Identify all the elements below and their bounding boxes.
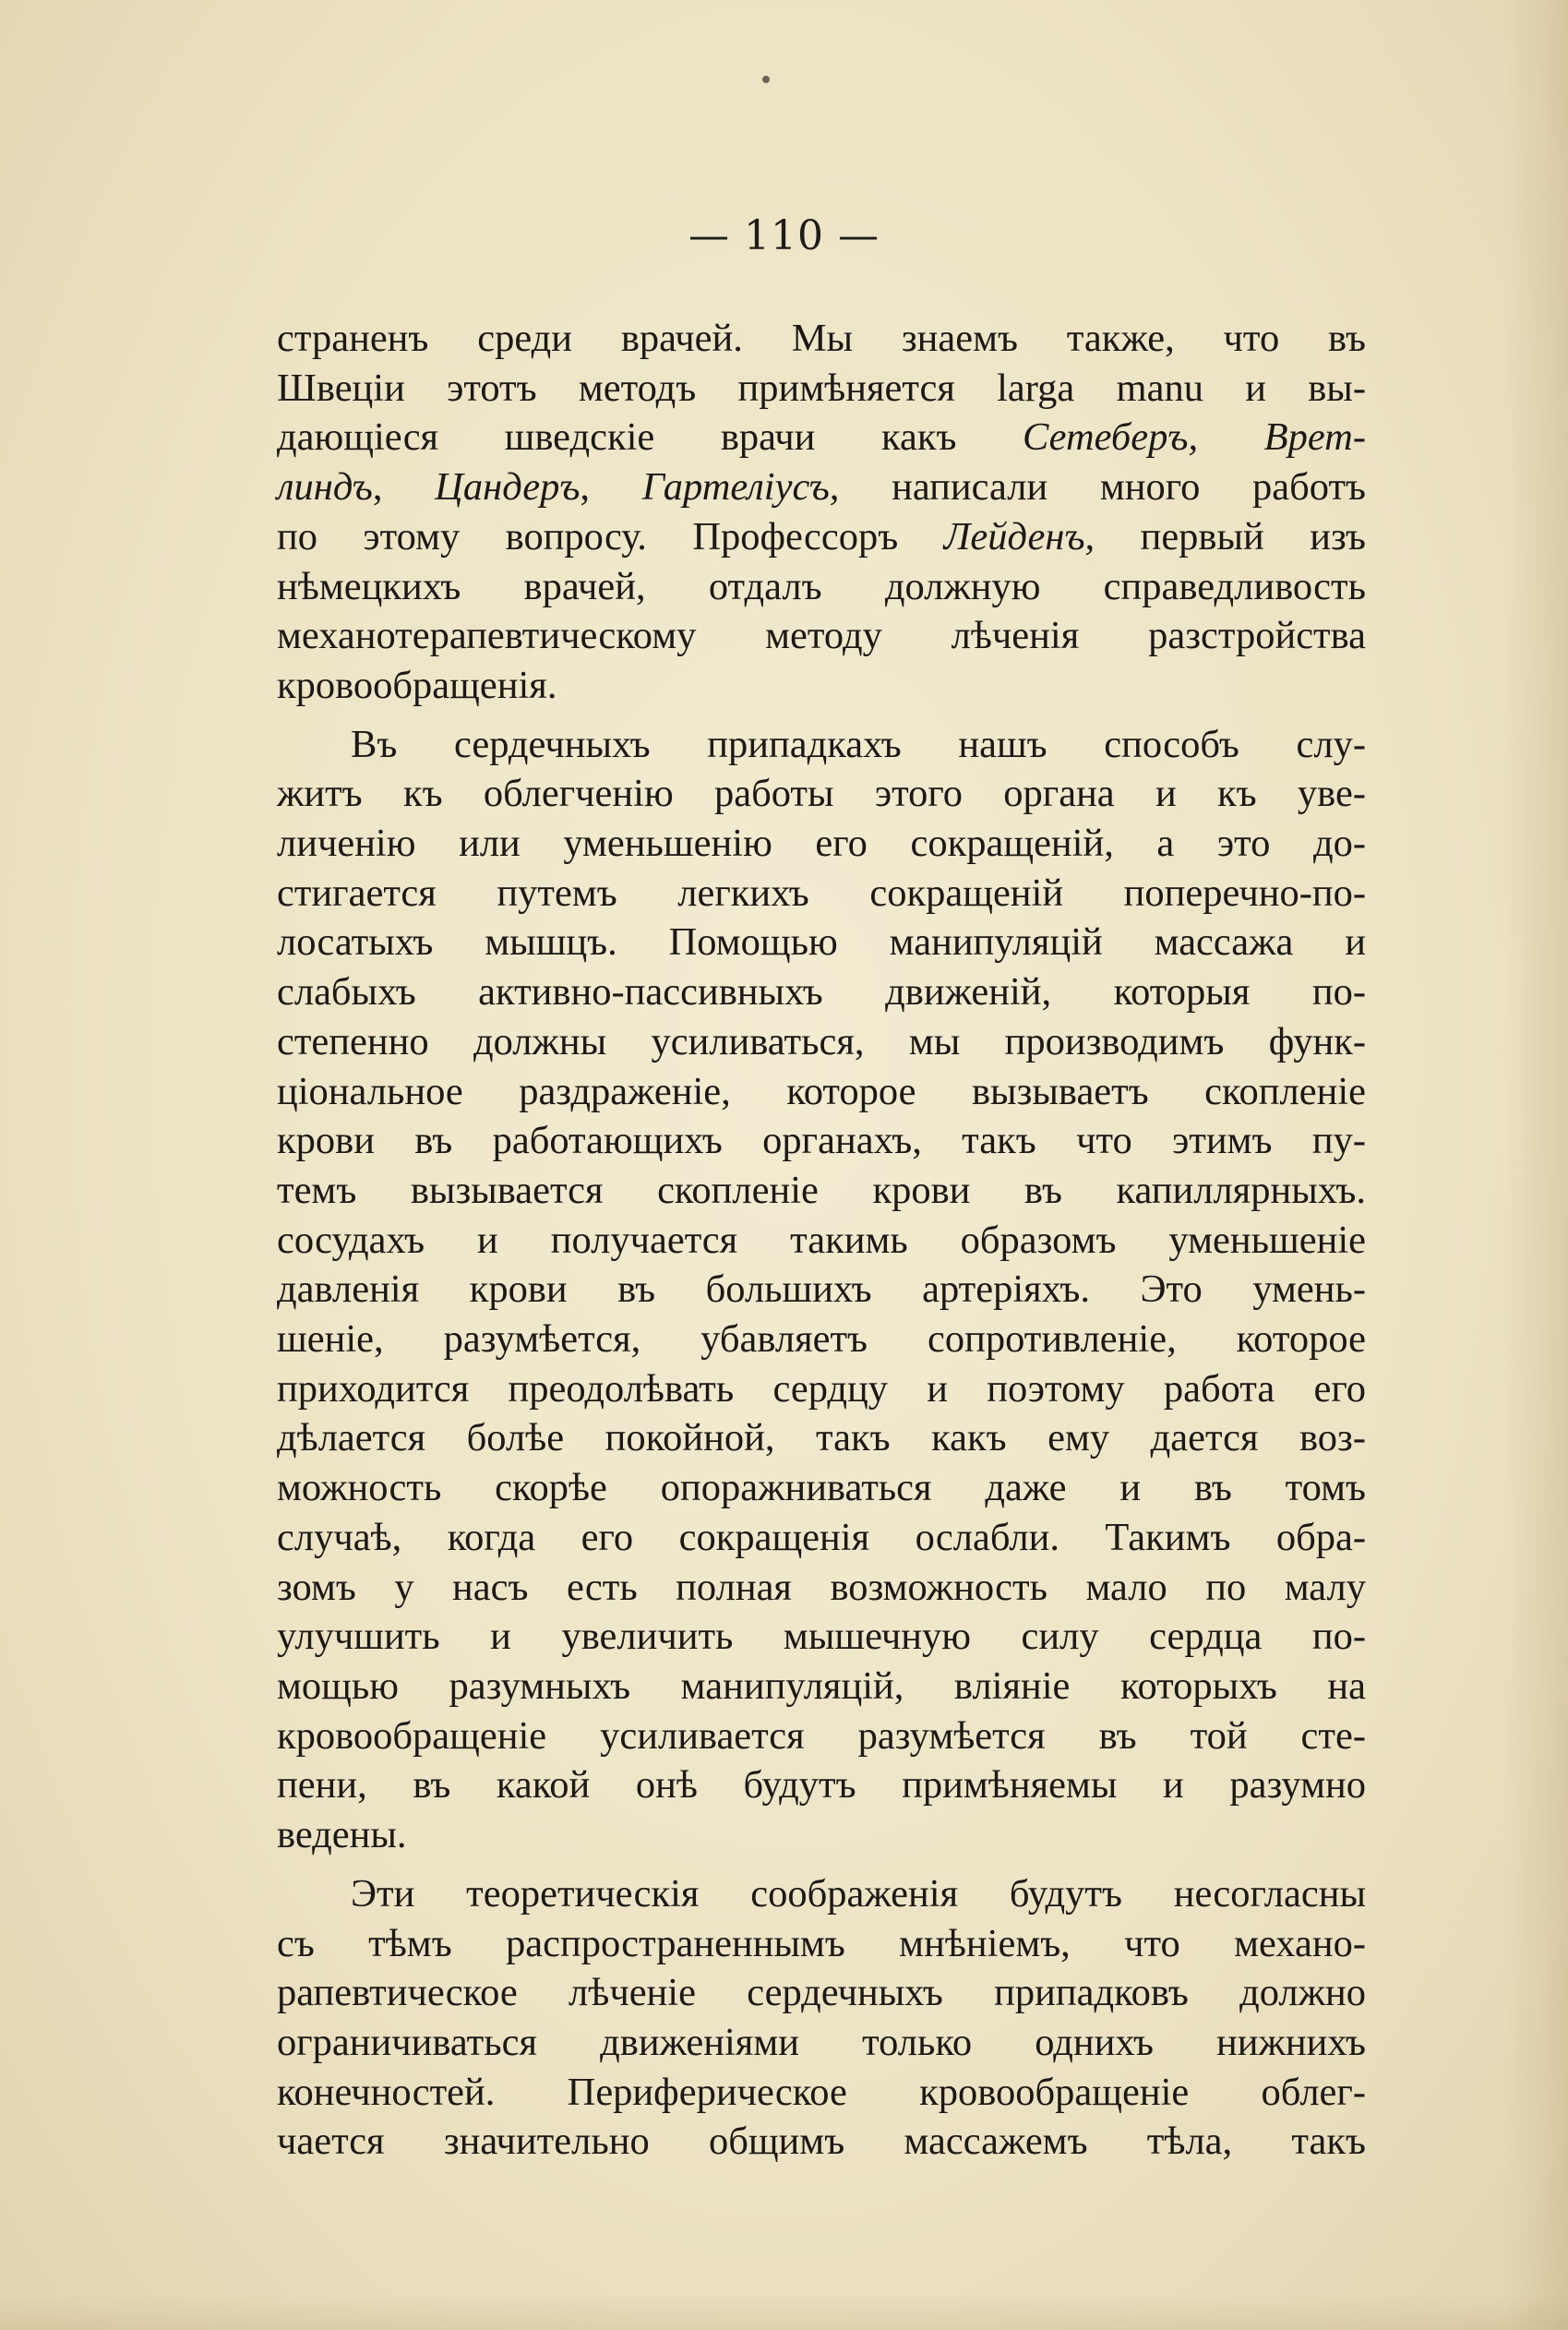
text-segment: мощью разумныхъ манипуляцій, вліяніе которыхъ на — [277, 1663, 1366, 1708]
text-line — [277, 2068, 1366, 2118]
text-line — [277, 1463, 1366, 1513]
text-segment: рапевтическое лѣченіе сердечныхъ припадковъ должно — [277, 1971, 1366, 2015]
text-line — [277, 562, 1366, 612]
text-segment: кровообращеніе усиливается разумѣется въ той сте- — [277, 1713, 1366, 1758]
italic-name: Цандеръ — [435, 465, 581, 510]
page-bottom-shadow — [0, 2293, 1568, 2330]
text-segment: дающіеся шведскіе врачи какъ — [277, 415, 1023, 460]
text-line — [277, 1760, 1366, 1810]
text-segment: механотерапевтическому методу лѣченія разстройства — [277, 614, 1366, 658]
text-segment: темъ вызывается скопленіе крови въ капиллярныхъ. — [277, 1168, 1366, 1212]
text-segment: , — [580, 465, 642, 510]
italic-name: линдъ — [277, 465, 373, 510]
text-segment: Въ сердечныхъ припадкахъ нашъ способъ слу- — [351, 722, 1366, 766]
page-number: — 110 — — [688, 212, 880, 259]
text-line — [277, 1017, 1366, 1067]
text-segment: случаѣ, когда его сокращенія ослабли. Такимъ обра- — [277, 1515, 1366, 1559]
text-segment: слабыхъ активно-пассивныхъ движеній, которыя по- — [277, 970, 1366, 1015]
text-line — [277, 1413, 1366, 1463]
text-line — [277, 967, 1366, 1017]
text-line — [277, 611, 1366, 661]
text-segment: нѣмецкихъ врачей, отдалъ должную справедливость — [277, 564, 1366, 608]
text-line — [277, 869, 1366, 919]
text-segment: сосудахъ и получается такимь образомъ уменьшеніе — [277, 1218, 1366, 1262]
text-segment: крови въ работающихъ органахъ, такъ что этимъ пу- — [277, 1119, 1366, 1163]
text-line — [277, 918, 1366, 967]
text-segment: , — [372, 465, 436, 510]
text-line — [277, 364, 1366, 414]
text-line — [277, 1265, 1366, 1315]
page-edge-shadow — [1503, 0, 1568, 2330]
text-line — [277, 1315, 1366, 1364]
ink-speck — [762, 76, 770, 83]
italic-name: Сетеберъ, — [1023, 415, 1199, 460]
text-segment: давленія крови въ большихъ артеріяхъ. Это умень- — [277, 1267, 1366, 1312]
text-line — [277, 314, 1366, 364]
text-segment: приходится преодолѣвать сердцу и поэтому работа его — [277, 1366, 1366, 1411]
text-line — [277, 413, 1366, 462]
text-segment: ведены. — [277, 1813, 407, 1857]
text-segment: съ тѣмъ распространеннымъ мнѣніемъ, что механо- — [277, 1921, 1366, 1965]
text-line — [277, 512, 1366, 562]
paragraph-gap — [277, 1860, 1366, 1869]
text-segment — [1198, 415, 1264, 459]
text-segment: личенію или уменьшенію его сокращеній, а это до- — [277, 822, 1366, 866]
text-segment: Эти теоретическія соображенія будутъ несогласны — [351, 1871, 1366, 1916]
text-line — [277, 720, 1366, 770]
text-line — [277, 1216, 1366, 1266]
text-line — [277, 1711, 1366, 1761]
text-line — [277, 1612, 1366, 1662]
text-line — [277, 2018, 1366, 2068]
text-segment: лосатыхъ мышцъ. Помощью манипуляцій массажа и — [277, 920, 1366, 965]
text-segment: первый изъ — [1095, 514, 1366, 558]
paragraph-gap — [277, 711, 1366, 720]
text-line — [277, 1662, 1366, 1711]
text-segment: стигается путемъ легкихъ сокращеній поперечно-по- — [277, 871, 1366, 915]
text-segment: житъ къ облегченію работы этого органа и къ уве- — [277, 772, 1366, 816]
text-line — [277, 1810, 1366, 1860]
text-segment: степенно должны усиливаться, мы производимъ функ- — [277, 1019, 1366, 1063]
text-segment: улучшить и увеличить мышечную силу сердца по- — [277, 1615, 1366, 1659]
text-line — [277, 1067, 1366, 1117]
text-line — [277, 1563, 1366, 1613]
text-segment: зомъ у насъ есть полная возможность мало по малу — [277, 1565, 1366, 1609]
italic-name: Лейденъ, — [943, 514, 1095, 558]
text-line — [277, 1513, 1366, 1563]
text-segment: дѣлается болѣе покойной, такъ какъ ему дается воз- — [277, 1416, 1366, 1460]
text-line — [277, 1364, 1366, 1414]
text-segment: ограничиваться движеніями только однихъ нижнихъ — [277, 2020, 1366, 2064]
text-segment: шеніе, разумѣется, убавляетъ сопротивленіе, которое — [277, 1317, 1366, 1362]
text-segment: конечностей. Периферическое кровообращеніе облег- — [277, 2070, 1366, 2114]
text-segment: по этому вопросу. Профессоръ — [277, 514, 944, 558]
text-line — [277, 819, 1366, 869]
text-line — [277, 1166, 1366, 1216]
text-segment: Швеціи этотъ методъ примѣняется larga manu и вы- — [277, 366, 1366, 410]
italic-name: Врет- — [1263, 415, 1367, 460]
text-segment: можность скорѣе опоражниваться даже и въ томъ — [277, 1466, 1366, 1510]
text-line — [277, 462, 1366, 512]
text-segment: пени, въ какой онѣ будутъ примѣняемы и разумно — [277, 1763, 1366, 1808]
text-segment: кровообращенія. — [277, 663, 557, 707]
text-line — [277, 1919, 1366, 1969]
text-line — [277, 661, 1366, 711]
text-segment: страненъ среди врачей. Мы знаемъ также, что въ — [277, 317, 1366, 360]
text-segment: ціональное раздраженіе, которое вызываетъ скопленіе — [277, 1069, 1366, 1113]
text-line — [277, 769, 1366, 819]
text-segment: написали много работъ — [839, 465, 1367, 510]
italic-name: Гартеліусъ, — [641, 465, 840, 510]
text-line — [277, 1116, 1366, 1166]
text-line — [277, 1968, 1366, 2018]
text-line — [277, 2117, 1366, 2167]
text-segment: чается значительно общимъ массажемъ тѣла, такъ — [277, 2120, 1366, 2164]
body-text — [277, 314, 1366, 2167]
text-line — [277, 1869, 1366, 1919]
